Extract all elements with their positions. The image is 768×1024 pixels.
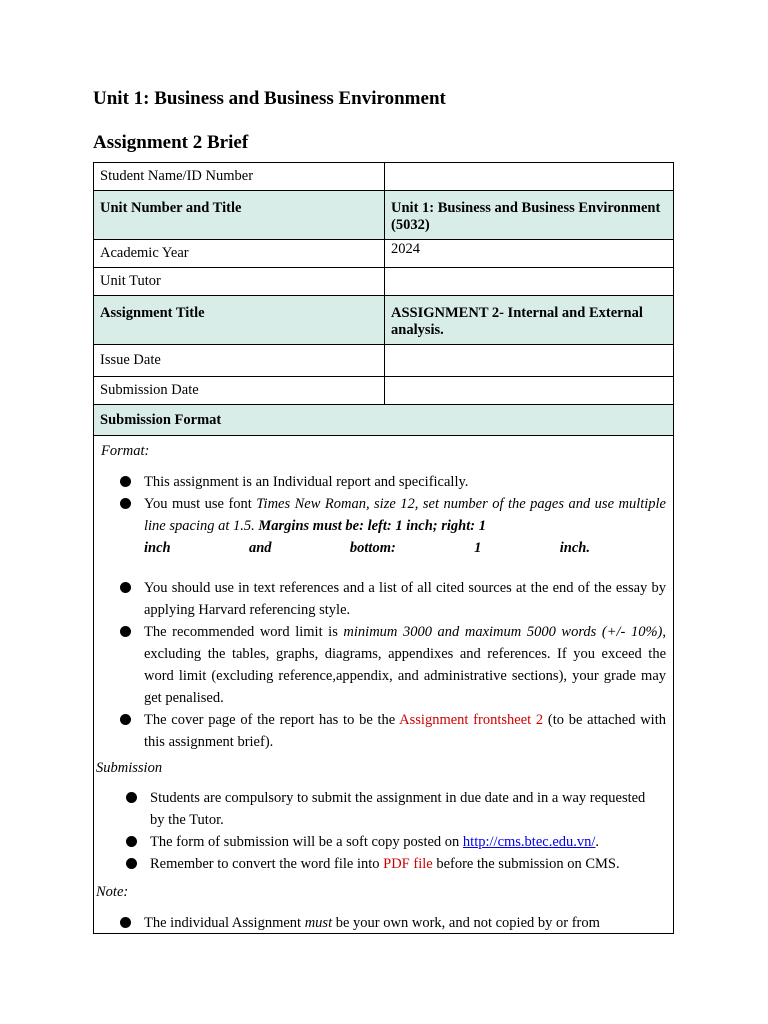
bullet-icon: [120, 714, 131, 725]
assignment-title-label: Assignment Title: [94, 296, 385, 345]
list-item: Remember to convert the word file into PDF file before the submission on CMS.: [126, 853, 646, 875]
submission-format-body: [93, 434, 674, 934]
format-label: Format:: [101, 443, 150, 459]
year-label: Academic Year: [94, 240, 385, 268]
submission-format-header: Submission Format: [94, 405, 674, 436]
student-value: [385, 163, 674, 191]
submission-date-label: Submission Date: [94, 377, 385, 405]
tutor-label: Unit Tutor: [94, 268, 385, 296]
bullet-icon: [120, 476, 131, 487]
bullet-icon: [120, 498, 131, 509]
note-label: Note:: [96, 884, 129, 900]
list-item: The individual Assignment must be your own work, and not copied by or from: [120, 912, 666, 934]
issue-date-label: Issue Date: [94, 345, 385, 377]
submission-label: Submission: [96, 760, 163, 776]
format-list: [120, 471, 666, 753]
note-list: [120, 912, 666, 934]
margins-line: inch and bottom: 1 inch.: [144, 540, 590, 556]
bullet-icon: [120, 626, 131, 637]
list-item: You should use in text references and a list of all cited sources at the end of the essay by applying Harvard referencing style.: [120, 577, 666, 621]
submission-date-value: [385, 377, 674, 405]
list-item: The recommended word limit is minimum 3000 and maximum 5000 words (+/- 10%), excluding the tables, graphs, diagrams, appendixes and references. If you exceed the word limit (excluding reference,appendix, and administrative sections), your grade may get penalised.: [120, 621, 666, 709]
brief-title: Assignment 2 Brief: [93, 132, 249, 153]
issue-date-value: [385, 345, 674, 377]
list-item: The form of submission will be a soft copy posted on http://cms.btec.edu.vn/.: [126, 831, 646, 853]
submission-list: [126, 787, 646, 875]
bullet-icon: [126, 858, 137, 869]
cms-link[interactable]: http://cms.btec.edu.vn/: [462, 834, 596, 850]
bullet-icon: [126, 792, 137, 803]
assignment-title-value: ASSIGNMENT 2- Internal and External analysis.: [385, 296, 674, 345]
bullet-icon: [120, 917, 131, 928]
list-item: The cover page of the report has to be the Assignment frontsheet 2 (to be attached with this assignment brief).: [120, 709, 666, 753]
tutor-value: [385, 268, 674, 296]
assignment-info-table: [93, 162, 674, 436]
bullet-icon: [120, 582, 131, 593]
list-item: You must use font Times New Roman, size 12, set number of the pages and use multiple line spacing at 1.5. Margins must be: left: 1 inch; right: 1 inch and bottom: 1 inch.: [120, 493, 666, 559]
student-label: Student Name/ID Number: [94, 163, 385, 191]
unit-value: Unit 1: Business and Business Environment (5032): [385, 191, 674, 240]
year-value: 2024: [385, 240, 674, 268]
unit-label: Unit Number and Title: [94, 191, 385, 240]
unit-title: Unit 1: Business and Business Environment: [93, 88, 446, 109]
list-item: This assignment is an Individual report and specifically.: [120, 471, 666, 493]
bullet-icon: [126, 836, 137, 847]
list-item: Students are compulsory to submit the assignment in due date and in a way requested by the Tutor.: [126, 787, 646, 831]
